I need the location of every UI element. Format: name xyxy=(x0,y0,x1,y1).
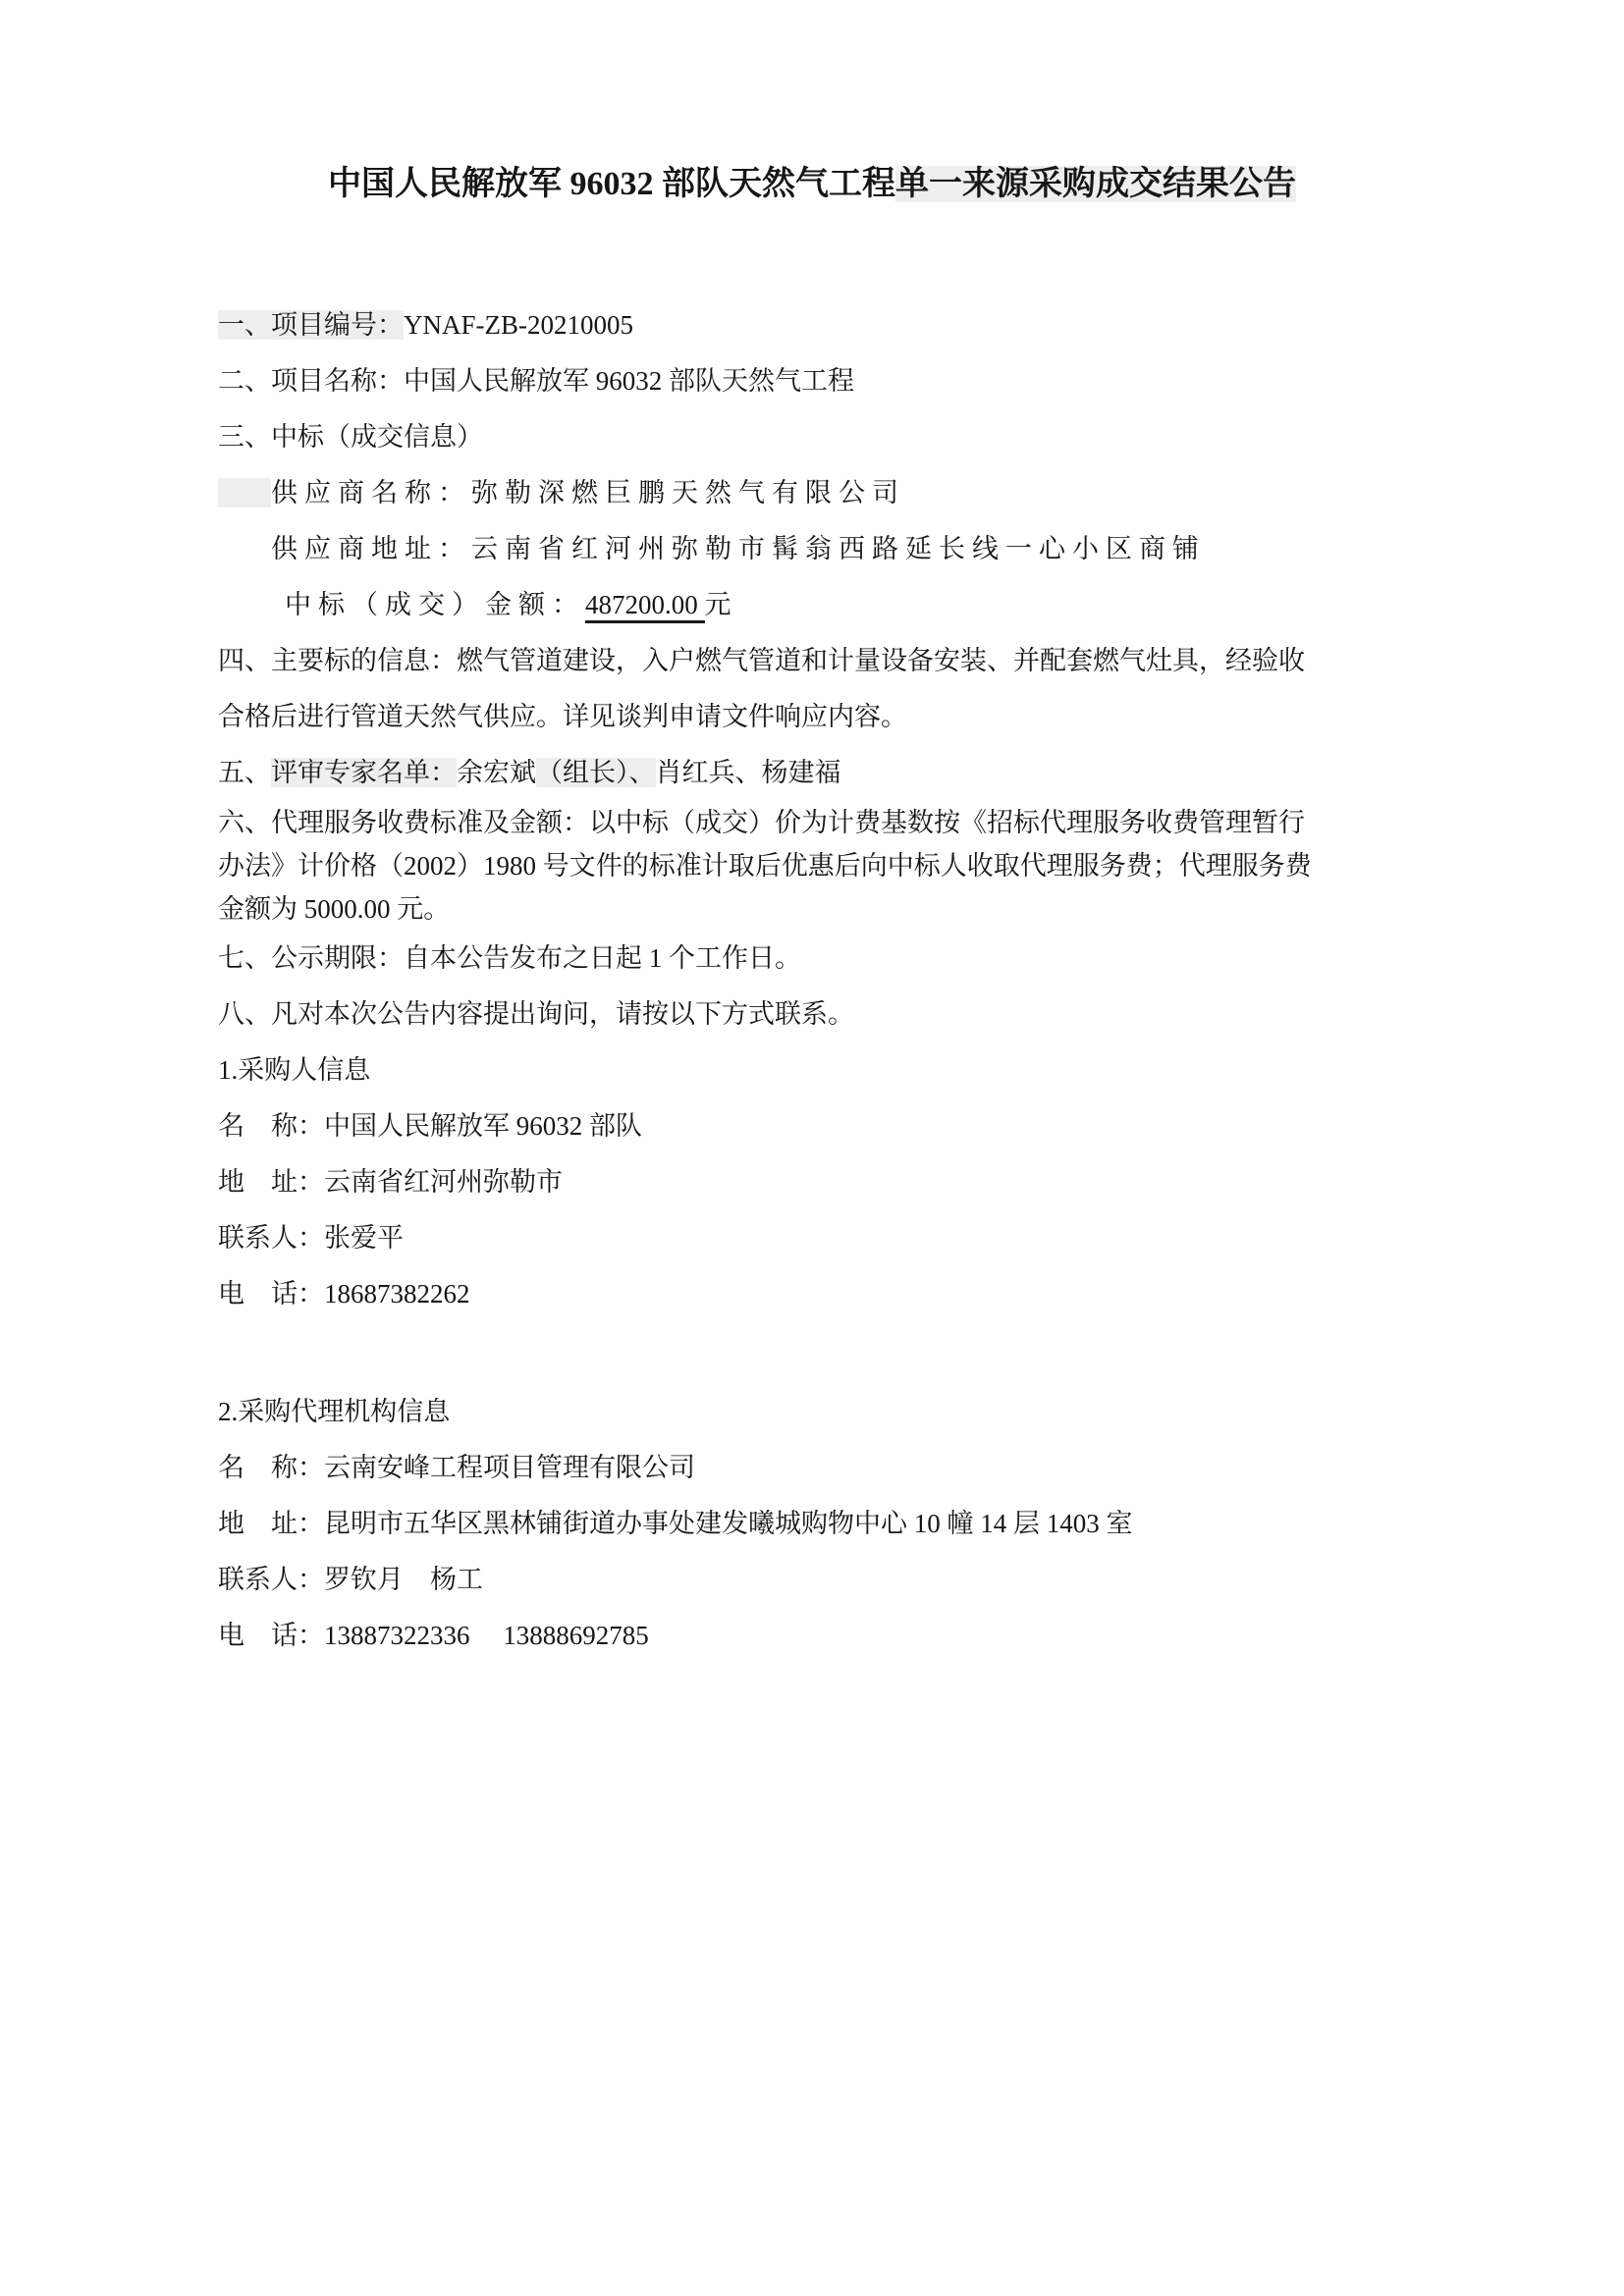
text-segment: 一、项目编号： xyxy=(218,310,404,340)
line-agency-address xyxy=(218,1496,1406,1552)
line-publicity-period xyxy=(218,931,1406,987)
document-title xyxy=(218,163,1406,206)
line-award-info-heading xyxy=(218,409,1406,465)
line-purchaser-phone xyxy=(218,1266,1406,1322)
text-segment: 二、项目名称：中国人民解放军 96032 部队天然气工程 xyxy=(218,366,854,396)
text-segment: 办法》计价格（2002）1980 号文件的标准计取后优惠后向中标人收取代理服务费；代理服务费 xyxy=(218,851,1312,881)
document-content xyxy=(218,163,1406,1664)
line-project-number xyxy=(218,297,1406,353)
line-agency-contact xyxy=(218,1552,1406,1608)
text-segment: 八、凡对本次公告内容提出询问，请按以下方式联系。 xyxy=(218,999,854,1029)
text-segment: 联系人：罗钦月 杨工 xyxy=(218,1565,483,1594)
text-segment: 电 话：18687382262 xyxy=(218,1279,470,1308)
text-segment: 六、代理服务收费标准及金额：以中标（成交）价为计费基数按《招标代理服务收费管理暂行 xyxy=(218,808,1305,837)
line-supplier-address xyxy=(218,521,1406,577)
line-award-amount xyxy=(218,577,1406,633)
award-amount-underlined: 487200.00 xyxy=(585,590,705,623)
line-agency-fee-2 xyxy=(218,844,1406,887)
line-purchaser-name xyxy=(218,1098,1406,1154)
text-segment: 1.采购人信息 xyxy=(218,1055,371,1085)
text-segment: 供应商地址：云南省红河州弥勒市髯翁西路延长线一心小区商铺 xyxy=(271,534,1206,563)
text-segment: 地 址：昆明市五华区黑林铺街道办事处建发曦城购物中心 10 幢 14 层 1403 室 xyxy=(218,1509,1133,1538)
line-subject-info-2 xyxy=(218,689,1406,745)
blank-line xyxy=(218,1322,1406,1384)
line-project-name xyxy=(218,353,1406,409)
text-segment: 四、主要标的信息：燃气管道建设，入户燃气管道和计量设备安装、并配套燃气灶具，经验收 xyxy=(218,646,1305,675)
text-segment: 肖红兵、杨建福 xyxy=(655,758,841,787)
line-subject-info-1 xyxy=(218,633,1406,689)
line-purchaser-contact xyxy=(218,1210,1406,1266)
text-segment: YNAF-ZB-20210005 xyxy=(404,310,633,340)
line-purchaser-address xyxy=(218,1154,1406,1210)
line-purchaser-heading xyxy=(218,1042,1406,1098)
text-segment: 名 称：云南安峰工程项目管理有限公司 xyxy=(218,1453,695,1482)
text-segment: 金额为 5000.00 元。 xyxy=(218,894,451,924)
text-segment xyxy=(218,478,271,507)
text-segment: 名 称：中国人民解放军 96032 部队 xyxy=(218,1111,642,1141)
title-segment: 中国人民解放军 96032 部队天然气工程 xyxy=(328,166,895,202)
text-segment: 合格后进行管道天然气供应。详见谈判申请文件响应内容。 xyxy=(218,702,907,731)
line-inquiry-notice xyxy=(218,987,1406,1042)
text-segment: 地 址：云南省红河州弥勒市 xyxy=(218,1167,563,1197)
line-agency-phone xyxy=(218,1608,1406,1664)
text-segment: 五、 xyxy=(218,758,271,787)
text-segment: 中标（成交）金额： xyxy=(218,590,585,619)
text-segment: 供应商名称：弥勒深燃巨鹏天然气有限公司 xyxy=(271,478,905,507)
text-segment: 余宏斌 xyxy=(457,758,536,787)
title-segment-highlighted: 单一来源采购成交结果公告 xyxy=(895,166,1296,202)
text-segment: 2.采购代理机构信息 xyxy=(218,1397,451,1426)
line-review-experts xyxy=(218,745,1406,801)
text-segment: 联系人：张爱平 xyxy=(218,1223,404,1253)
text-segment: 评审专家名单： xyxy=(271,758,457,787)
text-segment: 元 xyxy=(704,590,731,619)
text-segment: 三、中标（成交信息） xyxy=(218,422,483,452)
text-segment: 七、公示期限：自本公告发布之日起 1 个工作日。 xyxy=(218,943,801,973)
line-agency-fee-3 xyxy=(218,887,1406,931)
line-agency-name xyxy=(218,1440,1406,1496)
line-agency-fee-1 xyxy=(218,801,1406,844)
line-supplier-name xyxy=(218,465,1406,521)
line-agency-heading xyxy=(218,1384,1406,1440)
text-segment xyxy=(218,534,271,563)
text-segment: 电 话：13887322336 13888692785 xyxy=(218,1621,649,1650)
text-segment: （组长）、 xyxy=(536,758,656,787)
